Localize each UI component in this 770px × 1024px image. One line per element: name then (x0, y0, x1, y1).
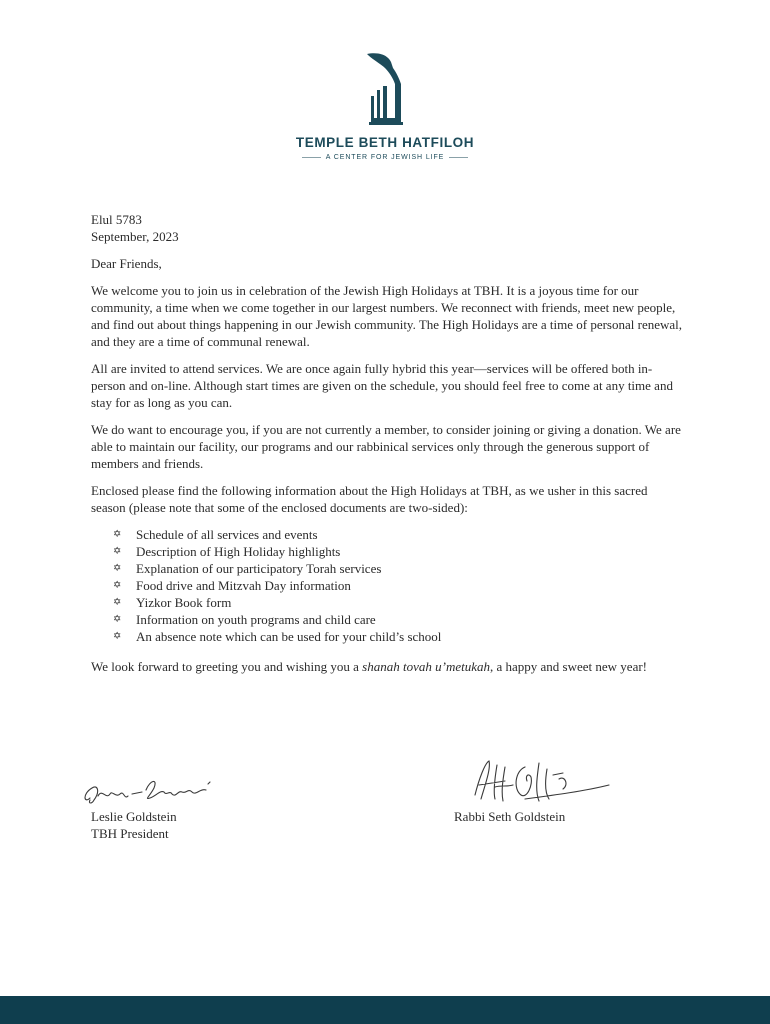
list-item-text: An absence note which can be used for your child’s school (136, 629, 442, 644)
tagline-text: A CENTER FOR JEWISH LIFE (325, 154, 445, 161)
tagline-rule-right (449, 157, 468, 158)
paragraph: We do want to encourage you, if you are not currently a member, to consider joining or giving a donation. We are able to maintain our facility, our programs and our rabbinical services only through the generous support of members and friends. (91, 422, 681, 471)
paragraph: All are invited to attend services. We are once again fully hybrid this year—services will be offered both in-person and on-line. Although start times are given on the schedule, you should feel free to come at any time and stay for as long as you can. (91, 361, 673, 410)
closing-text-after: , a happy and sweet new year! (489, 659, 647, 674)
salutation: Dear Friends, (91, 256, 162, 271)
star-of-david-icon: ✡ (113, 563, 122, 574)
signer-title: TBH President (91, 826, 169, 841)
list-item-text: Explanation of our participatory Torah services (136, 561, 382, 576)
hebrew-date: Elul 5783 (91, 212, 142, 227)
handwritten-signature-image (455, 755, 615, 810)
list-item-text: Yizkor Book form (136, 595, 232, 610)
star-of-david-icon: ✡ (113, 631, 122, 642)
list-item (113, 611, 683, 628)
signer-name: Rabbi Seth Goldstein (454, 809, 566, 824)
signer-president (91, 808, 177, 842)
org-name: TEMPLE BETH HATFILOH (295, 135, 475, 150)
tagline-rule-left (302, 157, 321, 158)
paragraph: Enclosed please find the following information about the High Holidays at TBH, as we usher in this sacred season (please note that some of the enclosed documents are two-sided): (91, 483, 648, 515)
list-item-text: Description of High Holiday highlights (136, 544, 341, 559)
handwritten-signature-image (80, 770, 220, 810)
list-item (113, 526, 683, 543)
list-item (113, 543, 683, 560)
org-tagline (0, 154, 770, 161)
menorah-logo-icon (363, 50, 407, 126)
date-block (91, 211, 683, 245)
list-item-text: Food drive and Mitzvah Day information (136, 578, 351, 593)
list-item (113, 560, 683, 577)
footer-bar (0, 996, 770, 1024)
star-of-david-icon: ✡ (113, 580, 122, 591)
temple-logo (0, 50, 770, 161)
star-of-david-icon: ✡ (113, 529, 122, 540)
signer-name: Leslie Goldstein (91, 809, 177, 824)
closing-greeting-phrase: shanah tovah u’metukah (362, 659, 490, 674)
list-item (113, 594, 683, 611)
list-item-text: Information on youth programs and child care (136, 612, 376, 627)
list-item (113, 577, 683, 594)
star-of-david-icon: ✡ (113, 614, 122, 625)
list-item (113, 628, 683, 645)
enclosure-list (91, 526, 683, 645)
letter-body (91, 211, 683, 685)
letter-date: September, 2023 (91, 229, 179, 244)
closing-text-before: We look forward to greeting you and wishing you a (91, 659, 363, 674)
paragraph: We welcome you to join us in celebration of the Jewish High Holidays at TBH. It is a joyous time for our community, a time when we come together in our largest numbers. We reconnect with friends, meet new people, and find out about things happening in our Jewish community. The High Holidays are a time of personal renewal, and they are a time of communal renewal. (91, 283, 683, 349)
list-item-text: Schedule of all services and events (136, 527, 318, 542)
rabbi-signature (455, 755, 615, 815)
closing-paragraph (91, 658, 683, 675)
signer-rabbi (454, 808, 565, 825)
star-of-david-icon: ✡ (113, 597, 122, 608)
star-of-david-icon: ✡ (113, 546, 122, 557)
